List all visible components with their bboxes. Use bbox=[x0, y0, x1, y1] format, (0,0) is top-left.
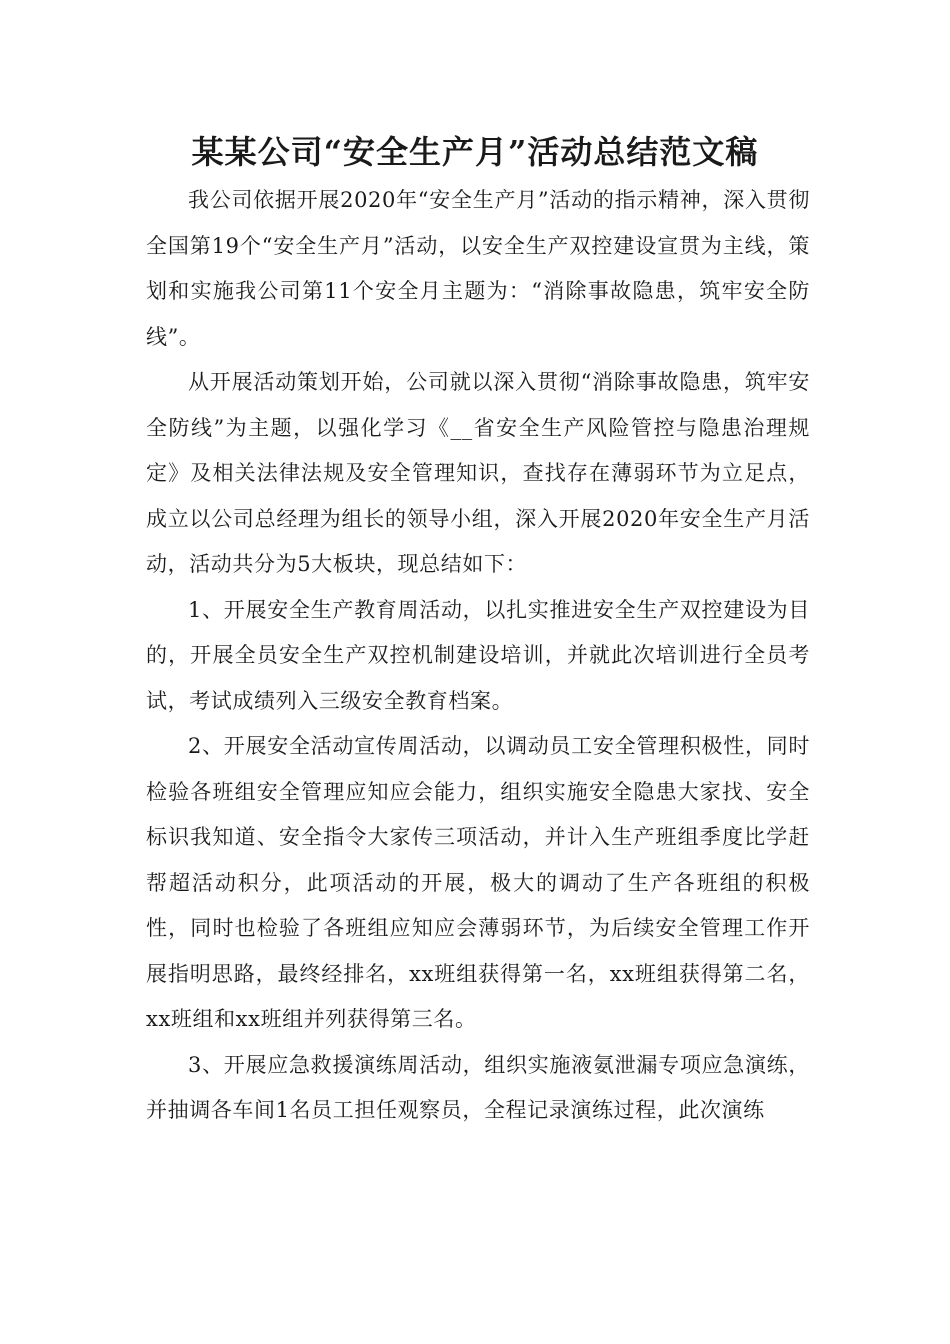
paragraph-item-1: 1、开展安全生产教育周活动，以扎实推进安全生产双控建设为目的，开展全员安全生产双控机制建设培训，并就此次培训进行全员考试，考试成绩列入三级安全教育档案。 bbox=[146, 597, 810, 713]
document-title: 某某公司“安全生产月”活动总结范文稿 bbox=[191, 133, 759, 171]
paragraph-item-2: 2、开展安全活动宣传周活动，以调动员工安全管理积极性，同时检验各班组安全管理应知应会能力，组织实施安全隐患大家找、安全标识我知道、安全指令大家传三项活动，并计入生产班组季度比学赶帮超活动积分，此项活动的开展，极大的调动了生产各班组的积极性，同时也检验了各班组应知应会薄弱环节，为后续安全管理工作开展指明思路，最终经排名，xx班组获得第一名，xx班组获得第二名，xx班组和xx班组并列获得第三名。 bbox=[146, 734, 810, 1031]
paragraph-item-3: 3、开展应急救援演练周活动，组织实施液氨泄漏专项应急演练，并抽调各车间1名员工担任观察员，全程记录演练过程，此次演练 bbox=[146, 1052, 810, 1122]
document-body bbox=[146, 178, 810, 1134]
paragraph-overview: 从开展活动策划开始，公司就以深入贯彻“消除事故隐患，筑牢安全防线”为主题，以强化学习《__省安全生产风险管控与隐患治理规定》及相关法律法规及安全管理知识，查找存在薄弱环节为立足点，成立以公司总经理为组长的领导小组，深入开展2020年安全生产月活动，活动共分为5大板块，现总结如下： bbox=[146, 370, 810, 576]
paragraph-intro: 我公司依据开展2020年“安全生产月”活动的指示精神，深入贯彻全国第19个“安全生产月”活动，以安全生产双控建设宣贯为主线，策划和实施我公司第11个安全月主题为：“消除事故隐患，筑牢安全防线”。 bbox=[146, 188, 810, 349]
